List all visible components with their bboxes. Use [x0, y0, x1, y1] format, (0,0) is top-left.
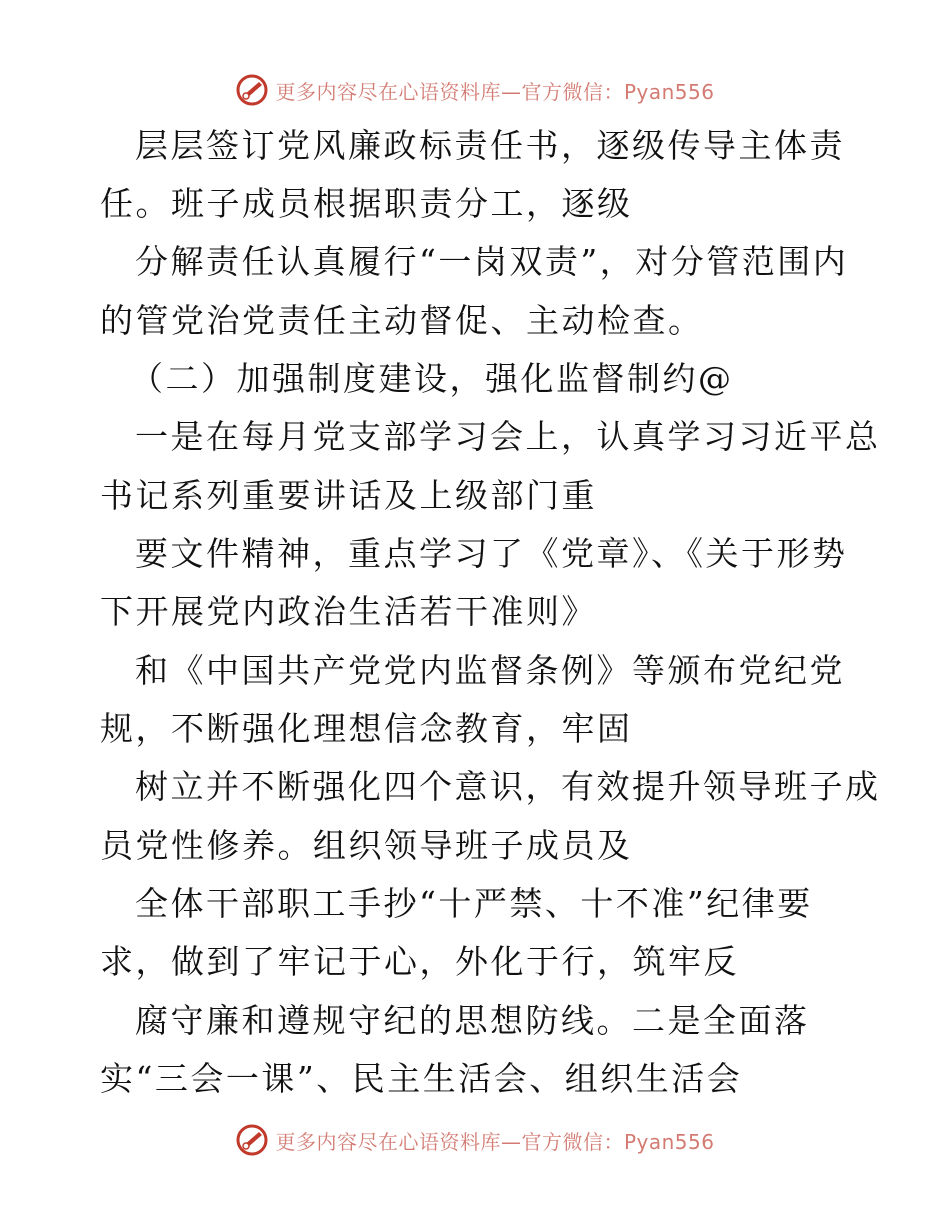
text-line: 和《中国共产党党内监督条例》等颁布党纪党	[135, 651, 845, 690]
text-line: 书记系列重要讲话及上级部门重	[100, 476, 597, 515]
section-heading: （二）加强制度建设，强化监督制约@	[130, 359, 734, 398]
header-watermark	[0, 70, 950, 110]
seal-logo-icon	[235, 1123, 269, 1157]
text-line: 树立并不断强化四个意识，有效提升领导班子成	[135, 767, 881, 806]
text-line: 员党性修养。组织领导班子成员及	[100, 826, 633, 865]
text-line: 任。班子成员根据职责分工，逐级	[100, 184, 633, 223]
text-line: 分解责任认真履行“一岗双责”，对分管范围内	[135, 242, 849, 281]
text-line: 的管党治党责任主动督促、主动检查。	[100, 301, 704, 340]
watermark-text: 更多内容尽在心语资料库—官方微信：Pyan556	[275, 79, 715, 104]
footer-watermark	[0, 1120, 950, 1160]
text-line: 求，做到了牢记于心，外化于行，筑牢反	[100, 942, 739, 981]
text-line: 下开展党内政治生活若干准则》	[100, 592, 597, 631]
text-line: 要文件精神，重点学习了《党章》、《关于形势	[135, 534, 848, 573]
text-line: 实“三会一课”、民主生活会、组织生活会	[100, 1059, 743, 1098]
seal-logo-icon	[235, 73, 269, 107]
text-line: 规，不断强化理想信念教育，牢固	[100, 709, 633, 748]
text-line: 层层签订党风廉政标责任书，逐级传导主体责	[135, 126, 845, 165]
watermark-text: 更多内容尽在心语资料库—官方微信：Pyan556	[275, 1129, 715, 1154]
text-line: 全体干部职工手抄“十严禁、十不准”纪律要	[135, 884, 813, 923]
text-line: 腐守廉和遵规守纪的思想防线。二是全面落	[135, 1001, 810, 1040]
text-line: 一是在每月党支部学习会上，认真学习习近平总	[135, 417, 881, 456]
